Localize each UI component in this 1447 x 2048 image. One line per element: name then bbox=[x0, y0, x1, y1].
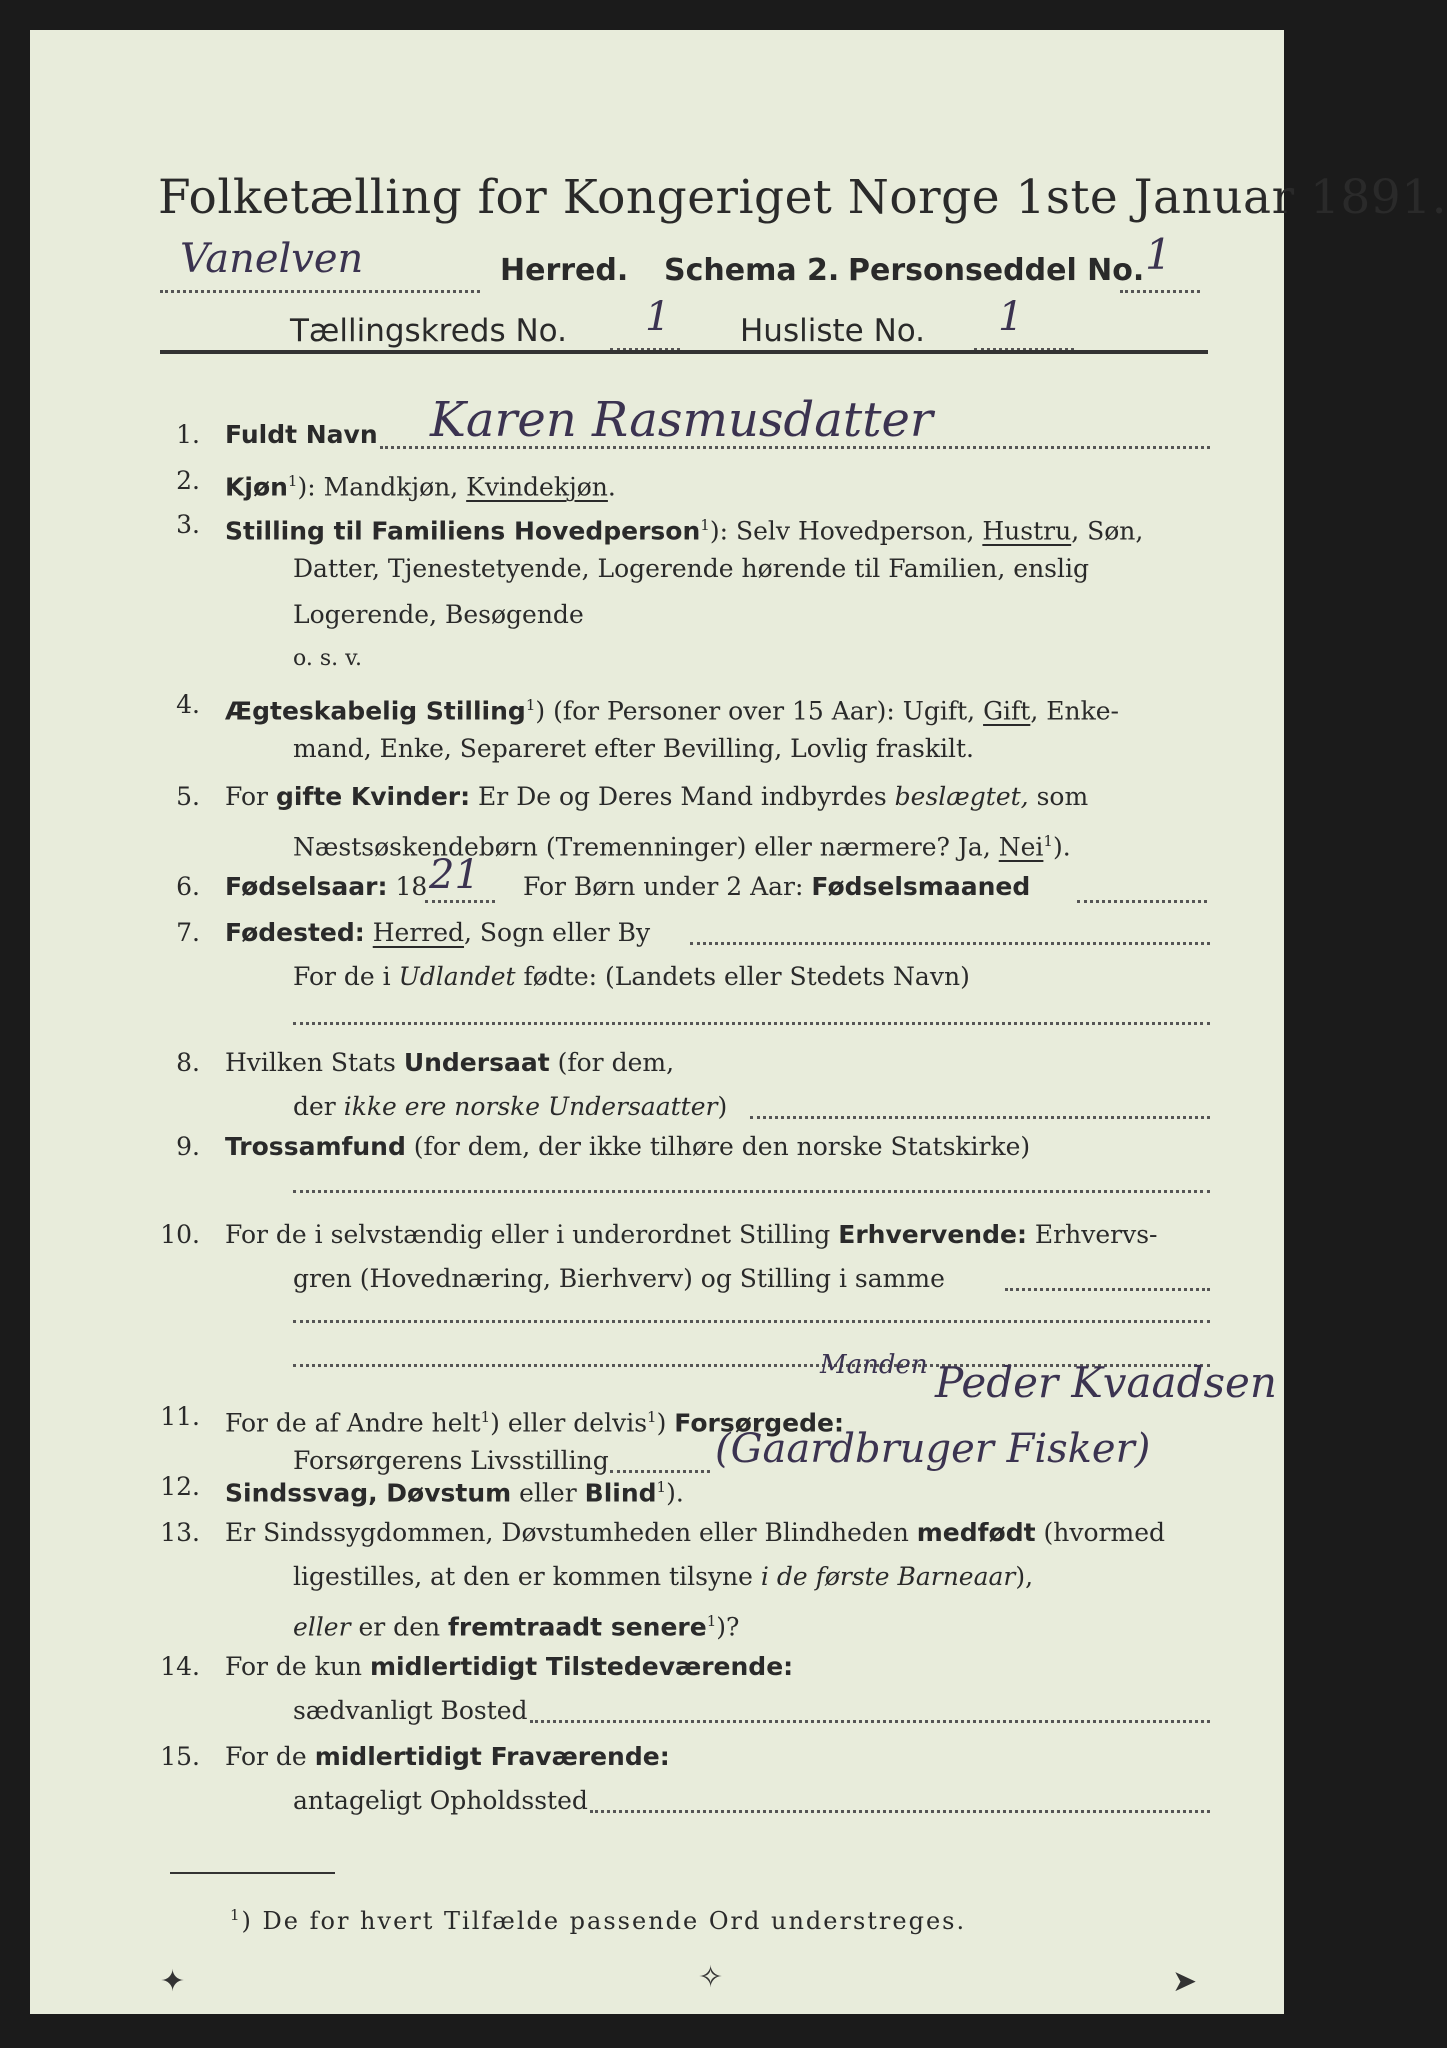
q3-num: 3. bbox=[176, 510, 200, 539]
q5-underlined: Nei bbox=[998, 832, 1044, 862]
q14-dotline bbox=[530, 1720, 1210, 1723]
q14-line1 bbox=[225, 1652, 793, 1682]
herred-handwritten: Vanelven bbox=[180, 236, 364, 282]
q4-num: 4. bbox=[176, 690, 200, 719]
q13-italic: i de første Barneaar bbox=[760, 1562, 1016, 1591]
q4-underlined: Gift bbox=[983, 696, 1031, 726]
registration-mark-center: ✧ bbox=[698, 1960, 724, 1995]
q8-line1 bbox=[225, 1048, 674, 1078]
q15-text: For de bbox=[225, 1742, 315, 1771]
husliste-label: Husliste No. bbox=[740, 313, 926, 349]
q8-dotline bbox=[750, 1116, 1210, 1119]
q13-line2a: ligestilles, at den er kommen tilsyne bbox=[293, 1562, 761, 1591]
q4-sup: 1 bbox=[525, 696, 536, 714]
q7-underlined: Herred bbox=[372, 918, 465, 947]
q13-italic2: eller bbox=[293, 1612, 351, 1642]
q2-underlined: Kvindekjøn bbox=[466, 472, 608, 502]
q5-label: gifte Kvinder: bbox=[275, 782, 471, 811]
q2-text-c: . bbox=[607, 472, 616, 502]
q8-label: Undersaat bbox=[403, 1048, 550, 1077]
q2-line bbox=[225, 466, 616, 502]
q1-label-text: Fuldt Navn bbox=[225, 420, 378, 449]
q13-text-a: Er Sindssygdommen, Døvstumheden eller Blindheden bbox=[225, 1518, 917, 1547]
q11-text-c: ) bbox=[656, 1408, 675, 1438]
q10-dotline2 bbox=[293, 1320, 1210, 1323]
q7-num: 7. bbox=[176, 918, 200, 947]
q9-label: Trossamfund bbox=[225, 1132, 406, 1161]
q10-text-b: Erhvervs- bbox=[1026, 1220, 1158, 1249]
q9-num: 9. bbox=[176, 1132, 200, 1161]
q7-line2b: fødte: (Landets eller Stedets Navn) bbox=[515, 962, 970, 991]
q6-text-inner: For Børn under 2 Aar: bbox=[523, 872, 812, 901]
q5-line2 bbox=[293, 826, 1071, 862]
herred-dotline bbox=[160, 288, 480, 293]
q11-sup-b: 1 bbox=[647, 1408, 657, 1426]
q8-text-b: (for dem, bbox=[549, 1048, 675, 1077]
q15-num: 15. bbox=[160, 1742, 200, 1771]
herred-line bbox=[160, 230, 1210, 296]
q7-text-b: , Sogn eller By bbox=[464, 918, 651, 947]
q13-line2b: ), bbox=[1015, 1562, 1034, 1591]
q12-label2: Blind bbox=[584, 1478, 657, 1508]
q5-italic: beslægtet, bbox=[894, 782, 1029, 811]
q8-line2 bbox=[293, 1092, 727, 1122]
q14-text: For de kun bbox=[225, 1652, 370, 1681]
q10-label: Erhvervende: bbox=[838, 1220, 1027, 1249]
q6-dotline2 bbox=[1077, 898, 1207, 903]
q13-sup: 1 bbox=[706, 1612, 717, 1630]
q10-line2: gren (Hovednæring, Bierhverv) og Stilling i samme bbox=[293, 1264, 945, 1293]
personseddel-no: 1 bbox=[1145, 230, 1172, 279]
q6-text bbox=[523, 872, 1030, 902]
q9-dotline bbox=[293, 1190, 1210, 1193]
q3-sup: 1 bbox=[700, 516, 710, 534]
q4-line1 bbox=[225, 690, 1119, 726]
q11-answer2: (Gaardbruger Fisker) bbox=[715, 1426, 1151, 1472]
q3-label: Stilling til Familiens Hovedperson bbox=[225, 516, 701, 546]
q14-line2: sædvanligt Bosted bbox=[293, 1696, 528, 1725]
q2-sup: 1 bbox=[287, 472, 298, 490]
q15-line2: antageligt Opholdssted bbox=[293, 1786, 588, 1815]
q5-text-a: For bbox=[225, 782, 276, 811]
q7-line1 bbox=[225, 918, 650, 948]
q6-dotline bbox=[425, 898, 495, 903]
q5-line1 bbox=[225, 782, 1088, 812]
personseddel-label: Personseddel No. bbox=[848, 253, 1145, 288]
form-title: Folketælling for Kongeriget Norge 1ste Januar 1891. bbox=[158, 170, 1447, 225]
schema-label: Schema 2. bbox=[664, 253, 840, 288]
q11-text-b: ) eller delvis bbox=[490, 1408, 648, 1438]
q13-line1 bbox=[225, 1518, 1165, 1548]
q7-line2a: For de i bbox=[293, 962, 399, 991]
q7-line2 bbox=[293, 962, 970, 992]
q7-italic: Udlandet bbox=[398, 962, 516, 991]
registration-mark-left: ✦ bbox=[160, 1964, 186, 1999]
q11-num: 11. bbox=[160, 1402, 200, 1431]
q5-sup: 1 bbox=[1043, 832, 1053, 850]
registration-mark-right: ➤ bbox=[1172, 1964, 1198, 1999]
q8-line2a: der bbox=[293, 1092, 344, 1121]
taellingskreds-line bbox=[290, 294, 1090, 354]
q15-line1 bbox=[225, 1742, 670, 1772]
q15-label: midlertidigt Fraværende: bbox=[314, 1742, 670, 1771]
q13-line3b: )? bbox=[716, 1612, 740, 1642]
taellingskreds-label: Tællingskreds No. bbox=[290, 313, 567, 349]
q11-answer: Peder Kvaadsen bbox=[935, 1358, 1277, 1407]
q13-label2: fremtraadt senere bbox=[448, 1612, 707, 1642]
q12-tail: ). bbox=[666, 1478, 684, 1508]
q14-label: midlertidigt Tilstedeværende: bbox=[369, 1652, 794, 1681]
q10-num: 10. bbox=[160, 1220, 200, 1249]
q14-num: 14. bbox=[160, 1652, 200, 1681]
q10-line1 bbox=[225, 1220, 1157, 1250]
q8-text-a: Hvilken Stats bbox=[225, 1048, 404, 1077]
q1-answer: Karen Rasmusdatter bbox=[430, 392, 933, 448]
footnote bbox=[230, 1900, 966, 1936]
q6-line bbox=[225, 852, 1215, 912]
q3-line1a: ): Selv Hovedperson, bbox=[709, 516, 983, 546]
q1-num: 1. bbox=[176, 420, 200, 449]
q11-answer-above: Manden bbox=[820, 1350, 928, 1380]
q7-text-a bbox=[365, 918, 373, 947]
q3-line2: Datter, Tjenestetyende, Logerende hørende til Familien, enslig bbox=[293, 554, 1090, 583]
q7-dotline2 bbox=[293, 1022, 1210, 1025]
q11-label: Forsørgede: bbox=[674, 1408, 844, 1438]
footnote-rule bbox=[170, 1872, 335, 1874]
q9-line bbox=[225, 1132, 1030, 1162]
q11-sup-a: 1 bbox=[480, 1408, 491, 1426]
q12-text: eller bbox=[511, 1478, 585, 1508]
q8-italic: ikke ere norske Undersaatter bbox=[343, 1092, 718, 1121]
q1-label bbox=[225, 420, 378, 450]
q10-dotline bbox=[1005, 1288, 1210, 1291]
taellingskreds-no: 1 bbox=[645, 294, 671, 340]
q9-text: (for dem, der ikke tilhøre den norske Statskirke) bbox=[405, 1132, 1031, 1161]
census-form bbox=[30, 30, 1447, 2014]
q4-line1a: ) (for Personer over 15 Aar): Ugift, bbox=[535, 696, 984, 726]
header-rule bbox=[160, 350, 1208, 354]
q6-answer: 21 bbox=[429, 852, 480, 898]
q7-dotline bbox=[690, 942, 1210, 945]
herred-label: Herred. bbox=[500, 253, 629, 288]
q11-text-a: For de af Andre helt bbox=[225, 1408, 481, 1438]
footnote-text: ) De for hvert Tilfælde passende Ord understreges. bbox=[241, 1907, 967, 1935]
q2-label: Kjøn bbox=[225, 472, 288, 502]
q11-line2: Forsørgerens Livsstilling bbox=[293, 1446, 609, 1475]
q5-line2c: ). bbox=[1052, 832, 1071, 862]
personseddel-dotline bbox=[1120, 288, 1200, 293]
q3-line1 bbox=[225, 510, 1143, 546]
q6-label: Fødselsaar: bbox=[225, 872, 388, 901]
q5-text-b: Er De og Deres Mand indbyrdes bbox=[470, 782, 895, 811]
q12-num: 12. bbox=[160, 1472, 200, 1501]
q3-underlined: Hustru bbox=[982, 516, 1072, 546]
q13-text-b: (hvormed bbox=[1035, 1518, 1165, 1547]
q8-num: 8. bbox=[176, 1048, 200, 1077]
q3-line3: Logerende, Besøgende bbox=[293, 600, 584, 629]
q10-text-a: For de i selvstændig eller i underordnet Stilling bbox=[225, 1220, 839, 1249]
q6-label2: Fødselsmaaned bbox=[811, 872, 1031, 901]
q4-label: Ægteskabelig Stilling bbox=[225, 696, 526, 726]
q12-line bbox=[225, 1472, 684, 1508]
q13-line2 bbox=[293, 1562, 1033, 1592]
q7-label: Fødested: bbox=[225, 918, 365, 947]
q4-line2: mand, Enke, Separeret efter Bevilling, Lovlig fraskilt. bbox=[293, 734, 974, 763]
q8-line2b: ) bbox=[717, 1092, 728, 1121]
q13-label: medfødt bbox=[916, 1518, 1036, 1547]
husliste-no: 1 bbox=[998, 294, 1024, 340]
q5-num: 5. bbox=[176, 782, 200, 811]
q2-text-a: ): Mandkjøn, bbox=[297, 472, 467, 502]
q6-prefix: 18 bbox=[387, 872, 428, 901]
q3-line4: o. s. v. bbox=[293, 646, 362, 671]
q15-dotline bbox=[590, 1810, 1210, 1813]
q3-line1c: , Søn, bbox=[1071, 516, 1144, 546]
q4-line1c: , Enke- bbox=[1030, 696, 1119, 726]
q2-num: 2. bbox=[176, 466, 200, 495]
q13-line3a: er den bbox=[350, 1612, 449, 1642]
q5-text-c: som bbox=[1028, 782, 1089, 811]
q13-num: 13. bbox=[160, 1518, 200, 1547]
footnote-sup: 1 bbox=[230, 1906, 242, 1924]
q5-line2a: Næstsøskendebørn (Tremenninger) eller nærmere? Ja, bbox=[293, 832, 999, 862]
q12-label: Sindssvag, Døvstum bbox=[225, 1478, 512, 1508]
q13-line3 bbox=[293, 1606, 739, 1642]
q12-sup: 1 bbox=[656, 1478, 667, 1496]
q6-num: 6. bbox=[176, 872, 200, 901]
